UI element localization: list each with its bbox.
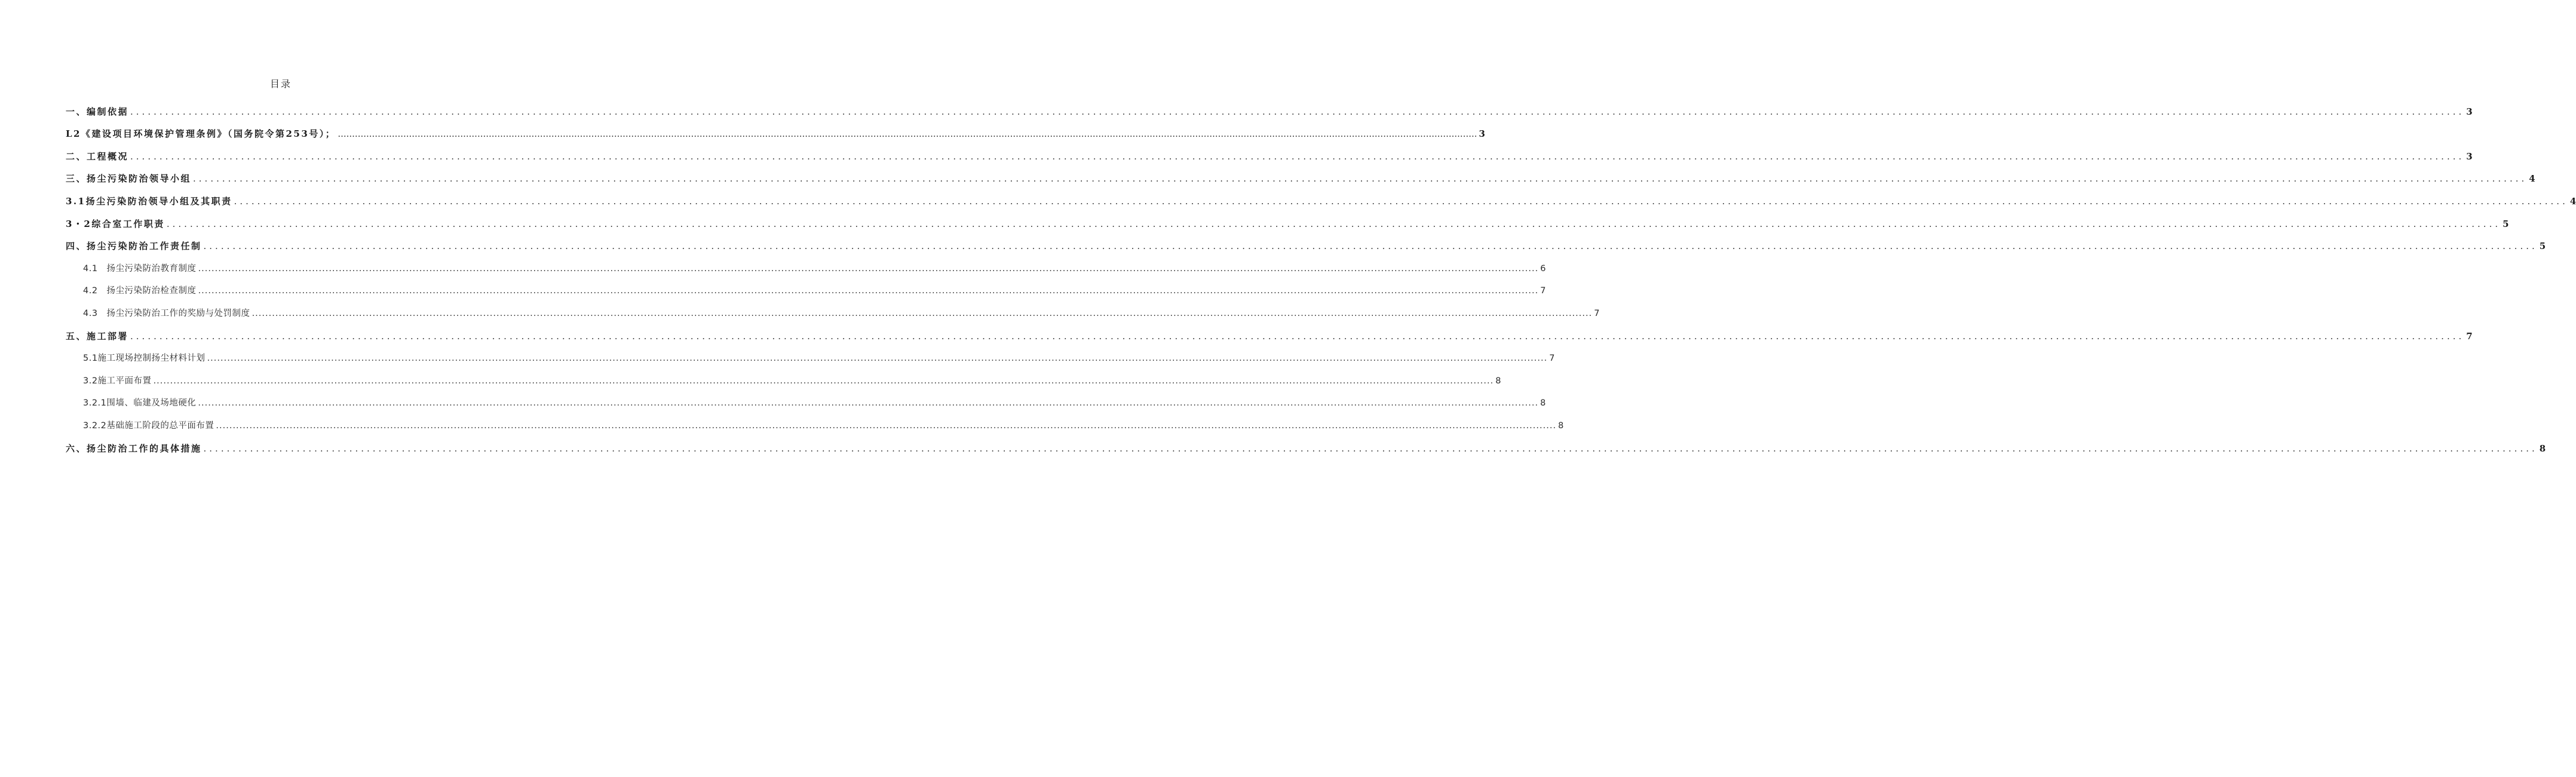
toc-entry-page-number: 7 <box>1540 286 1546 296</box>
toc-entry-label: 三、扬尘污染防治领导小组 <box>66 173 192 185</box>
toc-entry-page-number: 8 <box>1558 420 1564 431</box>
toc-entry-page-number: 3 <box>1479 128 1485 140</box>
toc-entry[interactable] <box>66 142 2473 164</box>
toc-dot-leader: ................................................................................................................................................................................................................................................................................................................................................................................................................ <box>130 330 2465 342</box>
toc-dot-leader: ................................................................................................................................................................................................................................................................................................................................................................................................................ <box>216 420 1557 431</box>
toc-entry-label: 3.2.1围墙、临建及场地硬化 <box>83 398 197 409</box>
toc-dot-leader: ................................................................................................................................................................................................................................................................................................................................................................................................................ <box>130 106 2465 117</box>
toc-dot-leader: ................................................................................................................................................................................................................................................................................................................................................................................................................ <box>166 218 2501 229</box>
toc-entry-page-number: 7 <box>1594 308 1600 318</box>
toc-entry[interactable] <box>66 164 2535 187</box>
toc-entry-page-number: 6 <box>1540 263 1546 274</box>
toc-entry[interactable] <box>66 277 1546 299</box>
toc-entry-label: 二、工程概况 <box>66 151 129 162</box>
toc-entry-page-number: 8 <box>1495 376 1501 386</box>
toc-entry-label: 3.1扬尘污染防治领导小组及其职责 <box>66 195 232 207</box>
toc-dot-leader: ................................................................................................................................................................................................................................................................................................................................................................................................................ <box>203 241 2538 252</box>
toc-entry-label: 四、扬尘污染防治工作责任制 <box>66 241 202 252</box>
toc-entry[interactable] <box>66 434 2546 456</box>
table-of-contents <box>66 97 2576 456</box>
toc-entry-label: 4.1 扬尘污染防治教育制度 <box>83 263 197 274</box>
toc-entry[interactable] <box>66 299 1600 321</box>
toc-entry[interactable] <box>66 321 2473 344</box>
toc-entry[interactable] <box>66 344 1555 367</box>
toc-dot-leader: ................................................................................................................................................................................................................................................................................................................................................................................................................ <box>252 308 1593 318</box>
toc-entry-label: 五、施工部署 <box>66 330 129 342</box>
toc-entry[interactable] <box>66 389 1546 411</box>
toc-entry-label: 4.2 扬尘污染防治检查制度 <box>83 286 197 296</box>
toc-entry-page-number: 8 <box>1540 398 1546 409</box>
toc-entry[interactable] <box>66 254 1546 277</box>
toc-entry-label: 4.3 扬尘污染防治工作的奖励与处罚制度 <box>83 308 250 318</box>
toc-entry-label: 3.2.2基础施工阶段的总平面布置 <box>83 420 214 431</box>
toc-dot-leader: ................................................................................................................................................................................................................................................................................................................................................................................................................ <box>338 128 1477 140</box>
toc-dot-leader: ................................................................................................................................................................................................................................................................................................................................................................................................................ <box>193 173 2528 185</box>
toc-dot-leader: ................................................................................................................................................................................................................................................................................................................................................................................................................ <box>198 398 1539 409</box>
toc-entry-page-number: 3 <box>2466 106 2473 117</box>
toc-entry-page-number: 5 <box>2503 218 2509 229</box>
toc-entry-page-number: 8 <box>2539 443 2546 454</box>
toc-dot-leader: ................................................................................................................................................................................................................................................................................................................................................................................................................ <box>153 376 1494 386</box>
toc-entry[interactable] <box>66 209 2509 232</box>
toc-entry-page-number: 7 <box>1549 354 1555 364</box>
toc-entry-label: 5.1施工现场控制扬尘材料计划 <box>83 354 206 364</box>
toc-title: 目录 <box>269 78 292 90</box>
toc-dot-leader: ................................................................................................................................................................................................................................................................................................................................................................................................................ <box>130 151 2465 162</box>
toc-entry-page-number: 5 <box>2539 241 2546 252</box>
toc-entry-label: L2《建设项目环境保护管理条例》（国务院令第253号）； <box>66 128 336 140</box>
toc-entry-page-number: 7 <box>2466 330 2473 342</box>
toc-entry[interactable] <box>66 119 1485 142</box>
toc-entry[interactable] <box>66 97 2473 119</box>
toc-entry[interactable] <box>66 411 1564 434</box>
toc-entry-label: 六、扬尘防治工作的具体措施 <box>66 443 202 454</box>
toc-dot-leader: ................................................................................................................................................................................................................................................................................................................................................................................................................ <box>203 443 2538 454</box>
toc-entry-label: 一、编制依据 <box>66 106 129 117</box>
toc-dot-leader: ................................................................................................................................................................................................................................................................................................................................................................................................................ <box>198 286 1539 296</box>
toc-entry-page-number: 4 <box>2569 195 2576 207</box>
toc-dot-leader: ................................................................................................................................................................................................................................................................................................................................................................................................................ <box>207 354 1548 364</box>
toc-dot-leader: ................................................................................................................................................................................................................................................................................................................................................................................................................ <box>234 195 2568 207</box>
toc-entry[interactable] <box>66 366 1501 389</box>
toc-entry-page-number: 4 <box>2529 173 2535 185</box>
toc-dot-leader: ................................................................................................................................................................................................................................................................................................................................................................................................................ <box>198 263 1539 274</box>
toc-entry-label: 3.2施工平面布置 <box>83 376 152 386</box>
toc-entry-page-number: 3 <box>2466 151 2473 162</box>
toc-entry[interactable] <box>66 232 2546 254</box>
toc-entry-label: 3・2综合室工作职责 <box>66 218 165 229</box>
toc-entry[interactable] <box>66 186 2576 209</box>
